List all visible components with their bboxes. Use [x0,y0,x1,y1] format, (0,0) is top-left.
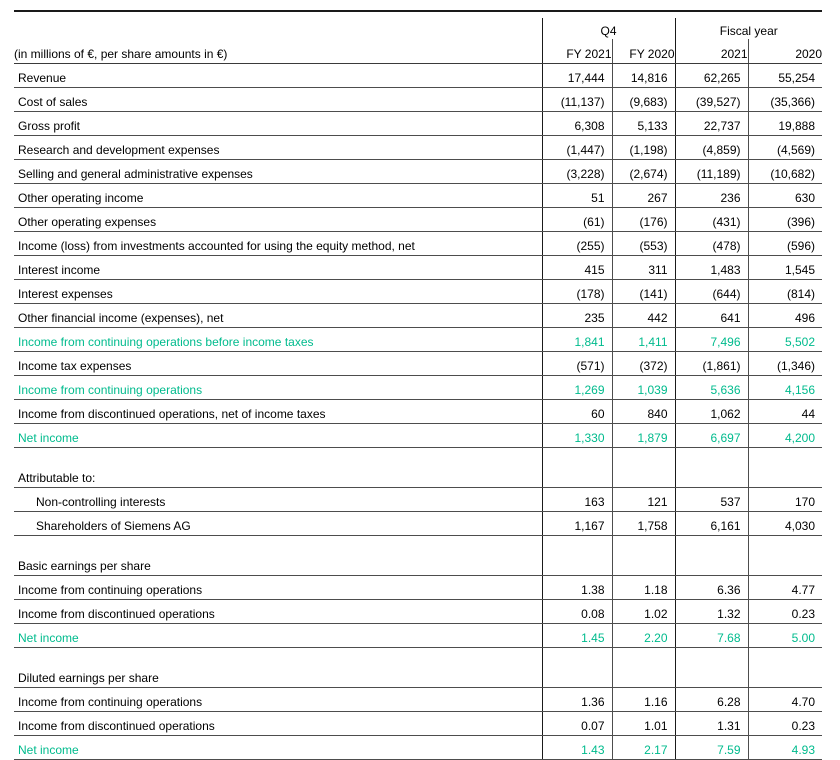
cell-2020 [748,448,822,465]
table-row [14,552,822,576]
cell-2021: 62,265 [675,64,748,88]
cell-fy-2020: 1,411 [612,328,675,352]
row-label: Income tax expenses [14,352,542,376]
row-label [14,648,542,665]
cell-fy-2021 [542,536,612,553]
cell-2021: 5,636 [675,376,748,400]
cell-fy-2021: (11,137) [542,88,612,112]
group-header-fiscal-year: Fiscal year [675,18,822,39]
cell-2020: (10,682) [748,160,822,184]
row-label: Selling and general administrative expenses [14,160,542,184]
cell-2021: 7,496 [675,328,748,352]
cell-fy-2020: 1,758 [612,512,675,536]
income-statement-table [14,18,822,760]
row-label: Net income [14,624,542,648]
table-row [14,280,822,304]
table-row [14,512,822,536]
row-label: Income from continuing operations [14,376,542,400]
cell-fy-2021 [542,648,612,665]
row-label [14,536,542,553]
table-row [14,208,822,232]
column-header-row [14,39,822,64]
cell-fy-2021: 1,330 [542,424,612,448]
row-label: Income from discontinued operations [14,712,542,736]
cell-fy-2020: 267 [612,184,675,208]
cell-2021 [675,648,748,665]
cell-2020: (1,346) [748,352,822,376]
cell-fy-2021 [542,464,612,488]
cell-2021: 537 [675,488,748,512]
table-spacer-row [14,448,822,465]
table-row [14,664,822,688]
column-header-fy-2021: 2021 [675,39,748,64]
cell-fy-2020 [612,464,675,488]
cell-2021: 6,161 [675,512,748,536]
group-header-q4: Q4 [542,18,675,39]
cell-fy-2021: (61) [542,208,612,232]
table-row [14,112,822,136]
row-label: Diluted earnings per share [14,664,542,688]
cell-2020: 55,254 [748,64,822,88]
cell-2021: 1,062 [675,400,748,424]
cell-2021: 1.32 [675,600,748,624]
row-label: Income from continuing operations [14,688,542,712]
table-row [14,352,822,376]
row-label: Income from discontinued operations, net of income taxes [14,400,542,424]
table-spacer-row [14,536,822,553]
row-label: Net income [14,736,542,760]
cell-fy-2021: (255) [542,232,612,256]
cell-2020: (596) [748,232,822,256]
cell-2020: (35,366) [748,88,822,112]
cell-2021: (39,527) [675,88,748,112]
cell-fy-2020: (372) [612,352,675,376]
cell-2021: 6.28 [675,688,748,712]
cell-2020: 4,156 [748,376,822,400]
cell-fy-2021: 1,269 [542,376,612,400]
cell-2021: (11,189) [675,160,748,184]
cell-2021: (478) [675,232,748,256]
cell-2021 [675,536,748,553]
cell-2021: 22,737 [675,112,748,136]
row-label: Net income [14,424,542,448]
row-label: Interest expenses [14,280,542,304]
table-row [14,136,822,160]
top-rule [14,10,822,12]
column-header-q4-fy2021: FY 2021 [542,39,612,64]
cell-2021: 236 [675,184,748,208]
cell-fy-2021: 0.08 [542,600,612,624]
cell-fy-2020: (2,674) [612,160,675,184]
table-body [14,64,822,760]
cell-fy-2020: 1.01 [612,712,675,736]
cell-2020: 630 [748,184,822,208]
table-row [14,376,822,400]
cell-2021: (644) [675,280,748,304]
cell-fy-2020: 442 [612,304,675,328]
row-label: Attributable to: [14,464,542,488]
cell-fy-2020: 1.02 [612,600,675,624]
table-spacer-row [14,648,822,665]
cell-fy-2021 [542,448,612,465]
table-header [14,18,822,64]
cell-2020: 0.23 [748,600,822,624]
cell-fy-2021: 51 [542,184,612,208]
table-row [14,328,822,352]
cell-fy-2020 [612,536,675,553]
cell-fy-2020: 1.16 [612,688,675,712]
cell-fy-2020: 5,133 [612,112,675,136]
cell-fy-2020 [612,552,675,576]
cell-2021 [675,464,748,488]
cell-fy-2020: 1,879 [612,424,675,448]
cell-fy-2021: 235 [542,304,612,328]
table-row [14,464,822,488]
cell-2020: (396) [748,208,822,232]
cell-fy-2020: 1,039 [612,376,675,400]
cell-fy-2020: (1,198) [612,136,675,160]
cell-fy-2020: 14,816 [612,64,675,88]
cell-fy-2021: 415 [542,256,612,280]
cell-2020: (814) [748,280,822,304]
cell-fy-2020: 2.17 [612,736,675,760]
cell-2021: (431) [675,208,748,232]
cell-fy-2020: 2.20 [612,624,675,648]
cell-fy-2021: 163 [542,488,612,512]
cell-fy-2020 [612,664,675,688]
table-row [14,232,822,256]
cell-fy-2021: (571) [542,352,612,376]
cell-fy-2021: 0.07 [542,712,612,736]
cell-2020 [748,552,822,576]
row-label: Other operating income [14,184,542,208]
cell-2021: (4,859) [675,136,748,160]
cell-fy-2021: 1,841 [542,328,612,352]
cell-2021 [675,664,748,688]
cell-2020: 1,545 [748,256,822,280]
table-row [14,184,822,208]
cell-2021: 7.68 [675,624,748,648]
cell-2020: 44 [748,400,822,424]
table-row [14,400,822,424]
cell-2020: 0.23 [748,712,822,736]
row-label: Non-controlling interests [14,488,542,512]
cell-2020 [748,664,822,688]
cell-2021 [675,552,748,576]
cell-2020: 4.70 [748,688,822,712]
table-row [14,488,822,512]
cell-2021: 7.59 [675,736,748,760]
row-label: Interest income [14,256,542,280]
cell-fy-2021: 1.36 [542,688,612,712]
cell-fy-2020: (553) [612,232,675,256]
cell-fy-2021: 6,308 [542,112,612,136]
cell-fy-2021: 60 [542,400,612,424]
row-label: Gross profit [14,112,542,136]
cell-fy-2020: 1.18 [612,576,675,600]
table-row [14,712,822,736]
table-row [14,424,822,448]
cell-2021 [675,448,748,465]
cell-2020 [748,536,822,553]
group-header-spacer [14,18,542,39]
cell-fy-2020: (9,683) [612,88,675,112]
row-label: Income from continuing operations before income taxes [14,328,542,352]
cell-2020: 496 [748,304,822,328]
table-row [14,88,822,112]
cell-fy-2020: 840 [612,400,675,424]
cell-2020: 4.77 [748,576,822,600]
table-row [14,600,822,624]
cell-2020: 170 [748,488,822,512]
cell-fy-2021: (3,228) [542,160,612,184]
row-label: Other operating expenses [14,208,542,232]
table-row [14,304,822,328]
row-label: Other financial income (expenses), net [14,304,542,328]
cell-2021: 641 [675,304,748,328]
cell-2020: 5,502 [748,328,822,352]
table-row [14,736,822,760]
group-header-row [14,18,822,39]
cell-fy-2020: (176) [612,208,675,232]
unit-note: (in millions of €, per share amounts in €) [14,39,542,64]
row-label: Income (loss) from investments accounted for using the equity method, net [14,232,542,256]
row-label: Research and development expenses [14,136,542,160]
cell-2021: (1,861) [675,352,748,376]
table-row [14,64,822,88]
cell-2020: 19,888 [748,112,822,136]
row-label [14,448,542,465]
cell-fy-2021 [542,664,612,688]
cell-fy-2020 [612,648,675,665]
table-row [14,256,822,280]
cell-fy-2021: 1.38 [542,576,612,600]
cell-2020: (4,569) [748,136,822,160]
cell-2020: 5.00 [748,624,822,648]
cell-fy-2021 [542,552,612,576]
row-label: Revenue [14,64,542,88]
row-label: Basic earnings per share [14,552,542,576]
column-header-fy-2020: 2020 [748,39,822,64]
table-row [14,688,822,712]
column-header-q4-fy2020: FY 2020 [612,39,675,64]
cell-fy-2020: 311 [612,256,675,280]
cell-2020 [748,648,822,665]
cell-fy-2021: (1,447) [542,136,612,160]
cell-fy-2020: (141) [612,280,675,304]
cell-fy-2020 [612,448,675,465]
table-row [14,576,822,600]
cell-2021: 1,483 [675,256,748,280]
cell-2021: 1.31 [675,712,748,736]
cell-fy-2021: (178) [542,280,612,304]
cell-fy-2021: 1.43 [542,736,612,760]
row-label: Income from continuing operations [14,576,542,600]
table-row [14,624,822,648]
table-row [14,160,822,184]
row-label: Shareholders of Siemens AG [14,512,542,536]
cell-2021: 6.36 [675,576,748,600]
cell-fy-2020: 121 [612,488,675,512]
cell-fy-2021: 1,167 [542,512,612,536]
cell-fy-2021: 1.45 [542,624,612,648]
cell-2021: 6,697 [675,424,748,448]
cell-2020 [748,464,822,488]
row-label: Cost of sales [14,88,542,112]
cell-2020: 4.93 [748,736,822,760]
row-label: Income from discontinued operations [14,600,542,624]
cell-2020: 4,200 [748,424,822,448]
cell-fy-2021: 17,444 [542,64,612,88]
cell-2020: 4,030 [748,512,822,536]
